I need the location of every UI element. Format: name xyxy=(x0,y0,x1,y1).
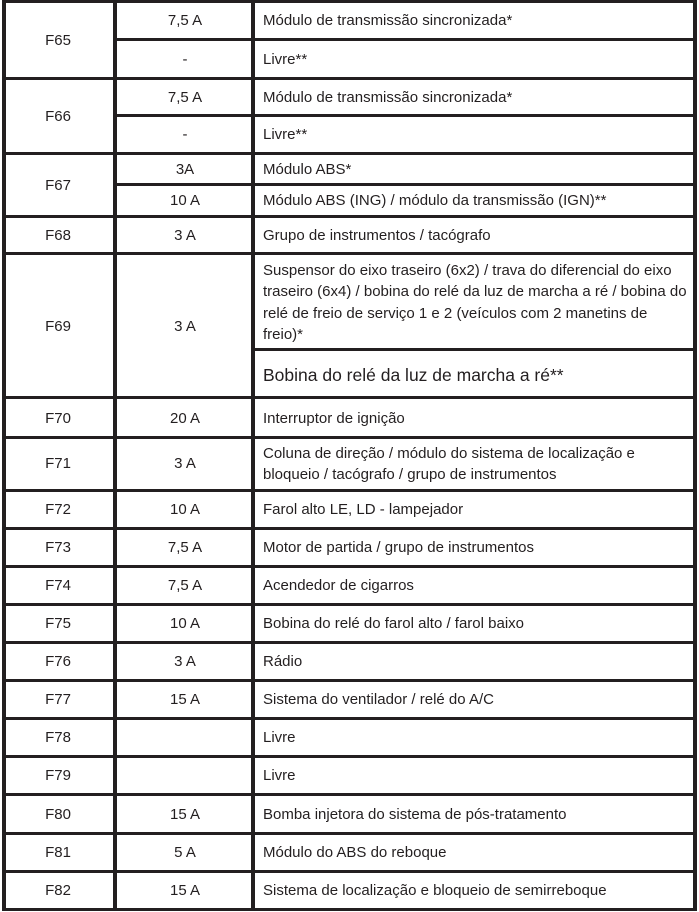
fuse-table xyxy=(2,0,697,910)
row-divider xyxy=(2,215,697,218)
fuse-amperage: 7,5 A xyxy=(167,11,203,29)
fuse-description: Módulo do ABS do reboque xyxy=(263,844,447,861)
fuse-description: Módulo de transmissão sincronizada* xyxy=(263,88,513,106)
fuse-id: F73 xyxy=(45,539,71,556)
fuse-id: F76 xyxy=(45,653,71,670)
fuse-description: Acendedor de cigarros xyxy=(263,577,414,594)
row-divider xyxy=(2,436,697,439)
fuse-id: F82 xyxy=(45,882,71,899)
fuse-id: F81 xyxy=(45,844,71,861)
fuse-id: F66 xyxy=(45,107,71,125)
fuse-description: Livre** xyxy=(263,126,308,143)
row-divider xyxy=(2,717,697,720)
fuse-description: Farol alto LE, LD - lampejador xyxy=(263,501,464,518)
fuse-id: F77 xyxy=(45,691,71,708)
row-divider xyxy=(2,755,697,758)
fuse-description: Suspensor do eixo traseiro (6x2) / trava do diferencial do eixo traseiro (6x4) / bobina do relé da luz de marcha a ré / bobina do relé de freio de serviço 1 e 2 (veículos com 2 manetins de freio)* xyxy=(263,261,687,343)
fuse-id: F75 xyxy=(45,615,71,632)
fuse-amperage: - xyxy=(182,50,188,68)
row-divider xyxy=(2,641,697,644)
fuse-amperage: 3A xyxy=(175,160,195,178)
fuse-description: Sistema do ventilador / relé do A/C xyxy=(263,691,494,708)
fuse-description: Módulo ABS (ING) / módulo da transmissão (IGN)** xyxy=(263,192,607,209)
fuse-id: F80 xyxy=(45,805,71,823)
fuse-description: Livre xyxy=(263,767,296,784)
column-divider xyxy=(251,0,255,910)
fuse-amperage: 15 A xyxy=(169,805,201,823)
fuse-description: Rádio xyxy=(263,653,303,670)
fuse-id: F70 xyxy=(45,409,71,427)
fuse-description: Bomba injetora do sistema de pós-tratamento xyxy=(263,805,567,823)
row-divider xyxy=(2,396,697,399)
fuse-id: F72 xyxy=(45,501,71,518)
fuse-amperage: 10 A xyxy=(169,615,201,632)
fuse-amperage: 15 A xyxy=(169,691,201,708)
table-border-bottom xyxy=(2,908,697,911)
fuse-description: Livre** xyxy=(263,50,308,68)
row-divider xyxy=(2,527,697,530)
fuse-amperage: 15 A xyxy=(169,882,201,899)
fuse-description: Grupo de instrumentos / tacógrafo xyxy=(263,227,491,244)
row-divider xyxy=(2,0,697,3)
column-divider xyxy=(113,0,117,910)
table-border-right xyxy=(693,0,697,910)
row-divider xyxy=(2,793,697,796)
row-divider xyxy=(2,603,697,606)
fuse-id: F69 xyxy=(45,317,71,335)
fuse-amperage: 7,5 A xyxy=(167,88,203,106)
fuse-amperage: 7,5 A xyxy=(167,539,203,556)
fuse-description: Bobina do relé do farol alto / farol baixo xyxy=(263,615,524,632)
fuse-description: Interruptor de ignição xyxy=(263,409,405,427)
fuse-description: Módulo de transmissão sincronizada* xyxy=(263,11,513,29)
fuse-amperage: - xyxy=(182,126,188,143)
fuse-description: Bobina do relé da luz de marcha a ré** xyxy=(263,364,564,385)
row-subdivider xyxy=(251,348,697,351)
fuse-description: Módulo ABS* xyxy=(263,160,352,178)
fuse-description: Sistema de localização e bloqueio de semirreboque xyxy=(263,882,607,899)
row-divider xyxy=(2,870,697,873)
fuse-id: F79 xyxy=(45,767,71,784)
row-subdivider xyxy=(113,38,697,41)
row-subdivider xyxy=(113,114,697,117)
fuse-description: Coluna de direção / módulo do sistema de localização e bloqueio / tacógrafo / grupo de instrumentos xyxy=(263,445,635,483)
row-divider xyxy=(2,832,697,835)
fuse-amperage: 3 A xyxy=(174,455,196,472)
row-divider xyxy=(2,565,697,568)
fuse-description: Livre xyxy=(263,729,296,746)
fuse-id: F71 xyxy=(45,455,71,472)
fuse-amperage: 20 A xyxy=(169,409,201,427)
fuse-amperage xyxy=(117,720,253,756)
fuse-amperage: 10 A xyxy=(169,192,201,209)
fuse-description: Motor de partida / grupo de instrumentos xyxy=(263,539,534,556)
fuse-amperage: 3 A xyxy=(174,653,196,670)
table-border-left xyxy=(2,0,6,910)
fuse-id: F68 xyxy=(45,227,71,244)
fuse-id: F65 xyxy=(45,31,71,49)
fuse-id: F74 xyxy=(45,577,71,594)
row-subdivider xyxy=(113,183,697,186)
fuse-amperage: 3 A xyxy=(174,317,196,335)
row-divider xyxy=(2,252,697,255)
fuse-id: F78 xyxy=(45,729,71,746)
fuse-amperage: 3 A xyxy=(174,227,196,244)
fuse-amperage xyxy=(117,758,253,794)
row-divider xyxy=(2,489,697,492)
fuse-id: F67 xyxy=(45,177,71,194)
fuse-amperage: 5 A xyxy=(174,844,196,861)
row-divider xyxy=(2,679,697,682)
row-divider xyxy=(2,77,697,80)
fuse-amperage: 7,5 A xyxy=(167,577,203,594)
fuse-amperage: 10 A xyxy=(169,501,201,518)
row-divider xyxy=(2,152,697,155)
